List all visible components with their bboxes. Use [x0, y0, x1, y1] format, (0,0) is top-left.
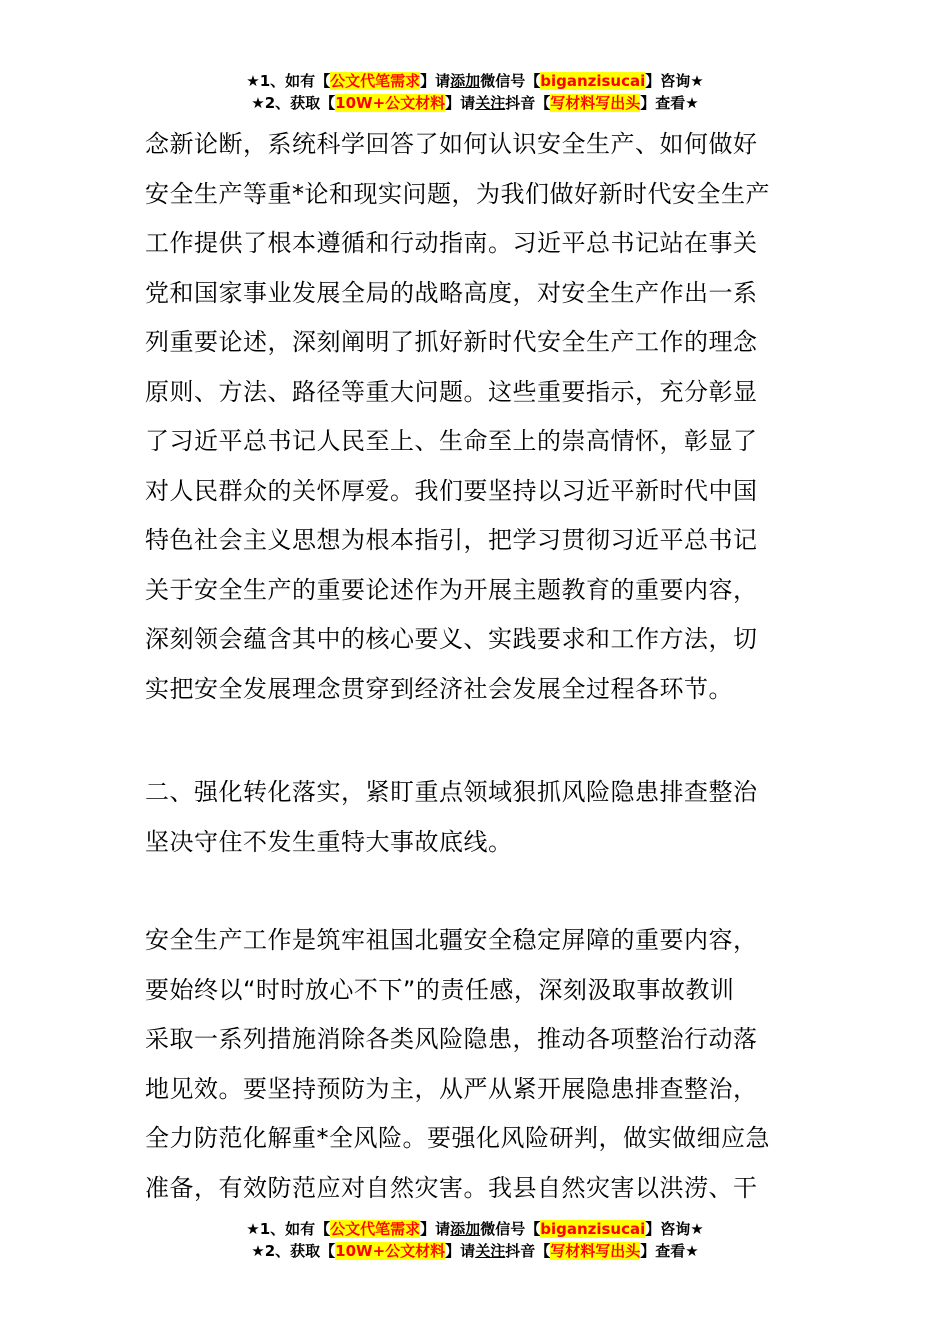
text-line: 党和国家事业发展全局的战略高度，对安全生产作出一系 — [145, 278, 758, 307]
banner-text: 微信号【 — [480, 1220, 541, 1238]
banner-text: 】查看 — [640, 1242, 686, 1260]
text-line: 念新论断，系统科学回答了如何认识安全生产、如何做好 — [145, 130, 758, 158]
section-heading-2 — [145, 768, 810, 867]
text-line: 坚决守住不发生重特大事故底线。 — [145, 827, 513, 856]
banner-text: 】请 — [445, 1242, 476, 1260]
banner-text: 】查看 — [640, 94, 686, 112]
text-line: 地见效。要坚持预防为主，从严从紧开展隐患排查整治， — [145, 1074, 758, 1103]
banner-text: 】请 — [420, 72, 451, 90]
banner-line-2 — [0, 1240, 950, 1262]
paragraph-1 — [145, 120, 810, 714]
banner-text: 1、如有【 — [259, 1220, 331, 1238]
text-line: 要始终以“时时放心不下”的责任感，深刻汲取事故教训 — [145, 975, 735, 1004]
highlight-material: 10W+公文材料 — [335, 1242, 446, 1260]
text-line: 工作提供了根本遵循和行动指南。习近平总书记站在事关 — [145, 229, 758, 257]
banner-text: 2、获取【 — [264, 94, 336, 112]
banner-text: 抖音【 — [505, 94, 551, 112]
highlight-wechat-id: biganzisucai — [540, 1220, 646, 1238]
star-icon: ★ — [690, 72, 704, 90]
highlight-douyin: 写材料写出头 — [550, 1242, 641, 1260]
text-line: 二、强化转化落实，紧盯重点领域狠抓风险隐患排查整治 — [145, 778, 758, 806]
text-line: 原则、方法、路径等重大问题。这些重要指示，充分彰显 — [145, 377, 758, 406]
paragraph-3 — [145, 916, 810, 1213]
text-line: 深刻领会蕴含其中的核心要义、实践要求和工作方法，切 — [145, 625, 758, 653]
text-line: 实把安全发展理念贯穿到经济社会发展全过程各环节。 — [145, 674, 733, 703]
star-icon: ★ — [690, 1220, 704, 1238]
highlight-douyin: 写材料写出头 — [550, 94, 641, 112]
footer-banner — [0, 1218, 950, 1262]
banner-text: 微信号【 — [480, 72, 541, 90]
banner-text: 】咨询 — [645, 72, 691, 90]
text-line: 准备，有效防范应对自然灾害。我县自然灾害以洪涝、干 — [145, 1173, 758, 1202]
text-line: 安全生产工作是筑牢祖国北疆安全稳定屏障的重要内容， — [145, 926, 758, 954]
text-line: 列重要论述，深刻阐明了抓好新时代安全生产工作的理念 — [145, 328, 758, 356]
star-icon: ★ — [251, 94, 265, 112]
banner-text: 】请 — [420, 1220, 451, 1238]
banner-line-2 — [0, 92, 950, 114]
star-icon: ★ — [685, 94, 699, 112]
text-line: 关于安全生产的重要论述作为开展主题教育的重要内容， — [145, 575, 758, 604]
text-line: 安全生产等重*论和现实问题，为我们做好新时代安全生产 — [145, 179, 770, 208]
text-line: 了习近平总书记人民至上、生命至上的崇高情怀，彰显了 — [145, 427, 758, 455]
star-icon: ★ — [246, 72, 260, 90]
star-icon: ★ — [251, 1242, 265, 1260]
highlight-wechat-id: biganzisucai — [540, 72, 646, 90]
banner-text-follow: 关注 — [475, 1242, 506, 1260]
banner-text: 】请 — [445, 94, 476, 112]
highlight-service: 公文代笔需求 — [330, 1220, 421, 1238]
banner-line-1 — [0, 1218, 950, 1240]
text-line: 对人民群众的关怀厚爱。我们要坚持以习近平新时代中国 — [145, 476, 758, 505]
text-line: 特色社会主义思想为根本指引，把学习贯彻习近平总书记 — [145, 526, 758, 554]
text-line: 采取一系列措施消除各类风险隐患，推动各项整治行动落 — [145, 1025, 758, 1053]
banner-text-follow: 关注 — [475, 94, 506, 112]
banner-text: 抖音【 — [505, 1242, 551, 1260]
header-banner — [0, 70, 950, 114]
text-line: 全力防范化解重*全风险。要强化风险研判，做实做细应急 — [145, 1124, 770, 1152]
banner-text: 2、获取【 — [264, 1242, 336, 1260]
highlight-material: 10W+公文材料 — [335, 94, 446, 112]
star-icon: ★ — [685, 1242, 699, 1260]
banner-text: 1、如有【 — [259, 72, 331, 90]
star-icon: ★ — [246, 1220, 260, 1238]
banner-text-add: 添加 — [450, 72, 481, 90]
banner-text: 】咨询 — [645, 1220, 691, 1238]
banner-line-1 — [0, 70, 950, 92]
banner-text-add: 添加 — [450, 1220, 481, 1238]
highlight-service: 公文代笔需求 — [330, 72, 421, 90]
